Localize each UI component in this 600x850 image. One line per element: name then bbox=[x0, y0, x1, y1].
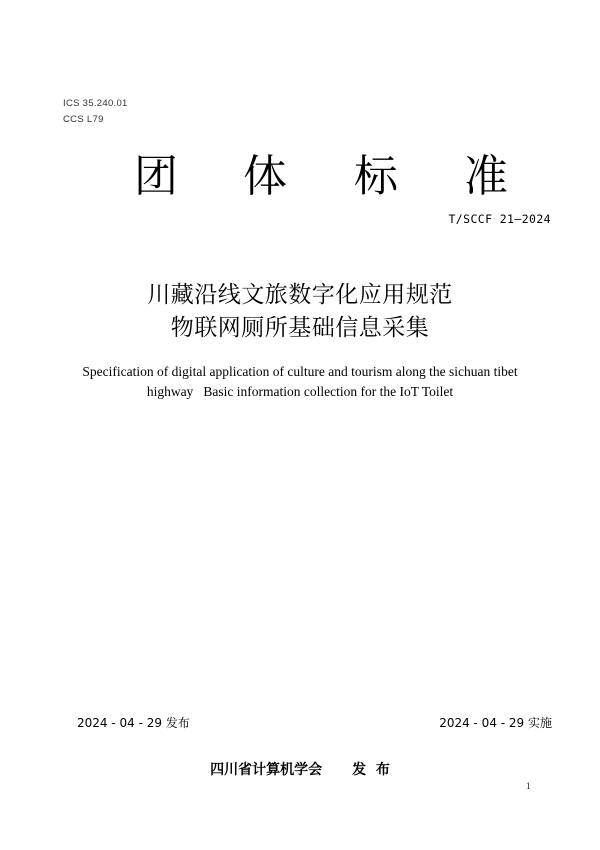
document-type-char-3: 标 bbox=[354, 151, 398, 202]
document-type-char-2: 体 bbox=[243, 151, 287, 202]
publisher-name: 四川省计算机学会 bbox=[210, 762, 323, 778]
standard-number: T/SCCF 21—2024 bbox=[448, 212, 551, 226]
document-type-char-4: 准 bbox=[464, 151, 508, 202]
ccs-code: CCS L79 bbox=[63, 114, 104, 125]
document-type-char-1: 团 bbox=[134, 151, 178, 202]
classification-codes bbox=[63, 96, 128, 128]
implement-date: 2024 - 04 - 29 实施 bbox=[439, 716, 552, 730]
publish-date: 2024 - 04 - 29 发布 bbox=[77, 716, 190, 730]
title-english-line-1: Specification of digital application of culture and tourism along the sichuan tibet bbox=[82, 364, 518, 379]
page-number: 1 bbox=[526, 781, 531, 791]
title-english-line-2: highway Basic information collection for the IoT Toilet bbox=[146, 384, 454, 399]
document-type-heading bbox=[0, 152, 600, 202]
publisher-line bbox=[0, 760, 600, 780]
ics-code: ICS 35.240.01 bbox=[63, 98, 128, 109]
title-chinese-line-1: 川藏沿线文旅数字化应用规范 bbox=[147, 282, 453, 308]
publish-label: 发 布 bbox=[352, 762, 390, 778]
title-chinese-line-2: 物联网厕所基础信息采集 bbox=[170, 315, 430, 341]
